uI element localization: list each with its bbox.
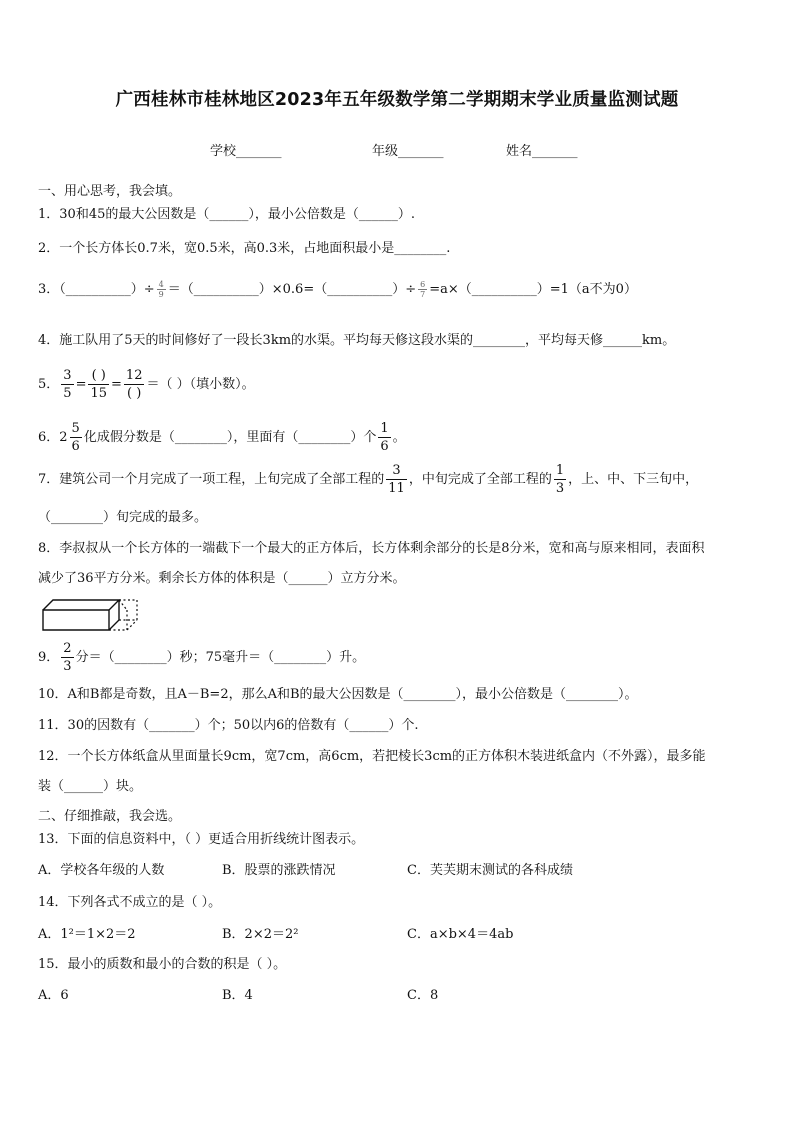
question-13-stem: 13．下面的信息资料中，（ ）更适合用折线统计图表示。	[38, 832, 365, 847]
grade-field: 年级_______	[372, 144, 444, 159]
q6-fraction-1	[70, 420, 82, 455]
q7-fraction-2	[554, 462, 566, 497]
q5-rest: ＝（ ）（填小数）。	[146, 377, 255, 392]
question-5	[38, 367, 255, 402]
question-12-line-2: 装（______）块。	[38, 779, 143, 794]
q6-fraction-2-denominator: 6	[380, 439, 389, 454]
q3-fraction-2	[418, 280, 427, 299]
question-3	[38, 280, 637, 299]
question-15-stem: 15．最小的质数和最小的合数的积是（ ）。	[38, 957, 287, 972]
question-11: 11．30的因数有（_______）个；50以内6的倍数有（______）个.	[38, 718, 419, 733]
q5-equals-1: =	[75, 377, 87, 392]
question-10: 10．A和B都是奇数，且A－B=2，那么A和B的最大公因数是（________），最小公倍数是（________）。	[38, 687, 638, 702]
q5-fraction-3-numerator: 12	[125, 368, 143, 383]
question-15-option-a: A．6	[38, 988, 69, 1003]
q3-part-3: =a×（__________）=1（a不为0）	[429, 282, 637, 297]
q6-middle: 化成假分数是（________），里面有（________）个	[83, 430, 377, 445]
question-13-option-b: B．股票的涨跌情况	[222, 863, 336, 878]
q3-fraction-1-denominator: 9	[158, 290, 164, 299]
cuboid-figure	[40, 598, 142, 634]
q5-fraction-1-denominator: 5	[63, 386, 72, 401]
q6-fraction-2	[378, 420, 390, 455]
question-4: 4．施工队用了5天的时间修好了一段长3km的水渠。平均每天修这段水渠的________，平均每天修______km。	[38, 333, 676, 348]
section-1-heading: 一、用心思考，我会填。	[38, 184, 182, 199]
q9-fraction	[61, 640, 73, 675]
question-1: 1．30和45的最大公因数是（______），最小公倍数是（______）.	[38, 207, 415, 222]
q5-fraction-2-numerator: ( )	[88, 367, 109, 385]
q6-label: 6．2	[38, 430, 68, 445]
q3-fraction-2-denominator: 7	[420, 290, 426, 299]
school-field: 学校_______	[210, 144, 282, 159]
page-title: 广西桂林市桂林地区2023年五年级数学第二学期期末学业质量监测试题	[115, 90, 679, 110]
q7-fraction-1-numerator: 3	[386, 462, 407, 480]
cuboid-front-face	[43, 610, 109, 630]
section-2-heading: 二、仔细推敲，我会选。	[38, 809, 182, 824]
q7-fraction-1-denominator: 11	[388, 481, 405, 496]
cut-cube-top-dashed	[119, 600, 137, 620]
q5-equals-2: =	[111, 377, 122, 392]
cut-cube-diagonal-dashed	[119, 600, 127, 610]
question-13-option-c: C．芙芙期末测试的各科成绩	[407, 863, 573, 878]
question-8-line-1: 8．李叔叔从一个长方体的一端截下一个最大的正方体后，长方体剩余部分的长是8分米，宽和高与原来相同，表面积	[38, 541, 705, 556]
q5-fraction-1-numerator: 3	[63, 368, 72, 383]
q5-fraction-3-denominator: ( )	[127, 386, 142, 401]
q7-fraction-1	[386, 462, 407, 497]
q7-fraction-2-numerator: 1	[555, 463, 565, 478]
q6-fraction-2-numerator: 1	[380, 421, 389, 436]
question-13-option-a: A．学校各年级的人数	[38, 863, 165, 878]
question-9	[38, 640, 365, 675]
q6-fraction-1-denominator: 6	[71, 439, 80, 454]
question-14-option-c: C．a×b×4＝4ab	[407, 927, 514, 942]
question-14-option-a: A．1²＝1×2＝2	[38, 927, 136, 942]
q9-fraction-numerator: 2	[63, 641, 72, 656]
q3-part-2: ＝（__________）×0.6=（__________）÷	[167, 282, 417, 297]
q3-fraction-1	[157, 280, 166, 299]
question-14-stem: 14．下列各式不成立的是（ ）。	[38, 895, 222, 910]
q5-fraction-3	[124, 367, 145, 402]
cuboid-top-face	[43, 600, 119, 610]
question-15-option-b: B．4	[222, 988, 253, 1003]
question-12-line-1: 12．一个长方体纸盒从里面量长9cm，宽7cm，高6cm，若把棱长3cm的正方体积木装进纸盒内（不外露），最多能	[38, 749, 706, 764]
question-7	[38, 462, 698, 497]
q7-part-2: ，中旬完成了全部工程的	[408, 472, 552, 487]
q9-rest: 分＝（________）秒；75毫升＝（________）升。	[75, 650, 366, 665]
q3-fraction-2-numerator: 6	[420, 280, 426, 289]
question-7-line-2: （________）旬完成的最多。	[38, 510, 208, 525]
q5-fraction-1	[61, 367, 73, 402]
q5-fraction-2-denominator: 15	[90, 386, 108, 401]
question-15-option-c: C．8	[407, 988, 439, 1003]
question-2: 2．一个长方体长0.7米，宽0.5米，高0.3米，占地面积最小是________.	[38, 241, 451, 256]
question-8-line-2: 减少了36平方分米。剩余长方体的体积是（______）立方分米。	[38, 571, 406, 586]
q6-end: 。	[392, 430, 406, 445]
q3-part-1: 3．（__________）÷	[38, 282, 155, 297]
q9-label: 9．	[38, 650, 60, 665]
q7-fraction-2-denominator: 3	[555, 481, 565, 496]
q7-part-3: ，上、中、下三旬中，	[568, 472, 699, 487]
q9-fraction-denominator: 3	[63, 659, 72, 674]
q6-fraction-1-numerator: 5	[71, 421, 80, 436]
q7-part-1: 7．建筑公司一个月完成了一项工程，上旬完成了全部工程的	[38, 472, 385, 487]
question-14-option-b: B．2×2＝2²	[222, 927, 299, 942]
question-6	[38, 420, 406, 455]
name-field: 姓名_______	[506, 144, 578, 159]
q3-fraction-1-numerator: 4	[158, 280, 164, 289]
q5-label: 5．	[38, 377, 60, 392]
q5-fraction-2	[88, 367, 109, 402]
